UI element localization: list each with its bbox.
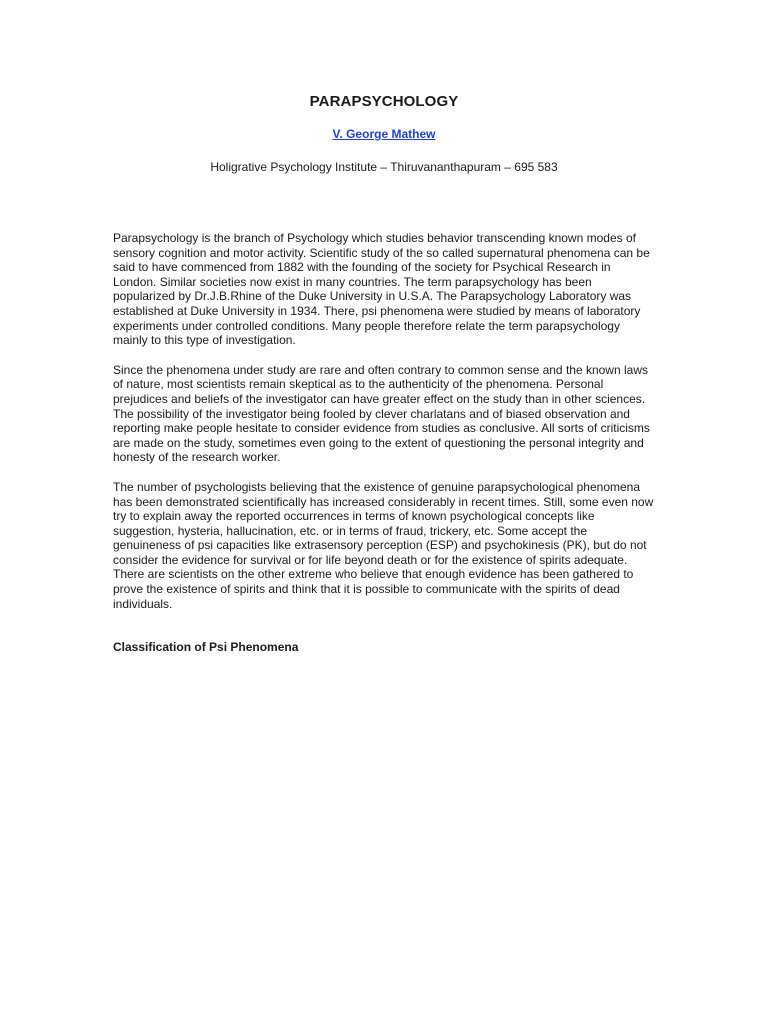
paragraph-2: Since the phenomena under study are rare and often contrary to common sense and the known laws of nature, most scientists remain skeptical as to the authenticity of the phenomena. Personal prejudices and beliefs of the investigator can have greater effect on the study than in other sciences. The possibility of the investigator being fooled by clever charlatans and of biased observation and reporting make people hesitate to consider evidence from studies as conclusive. All sorts of criticisms are made on the study, sometimes even going to the extent of questioning the personal integrity and honesty of the research worker. [113, 362, 650, 465]
paragraph-3: The number of psychologists believing that the existence of genuine parapsychological phenomena has been demonstrated scientifically has increased considerably in recent times. Still, some even now try to explain away the reported occurrences in terms of known psychological concepts like suggestion, hysteria, hallucination, etc. or in terms of fraud, trickery, etc. Some accept the genuineness of psi capacities like extrasensory perception (ESP) and psychokinesis (PK), but do not consider the evidence for survival or for life beyond death or for the existence of spirits adequate. There are scientists on the other extreme who believe that enough evidence has been gathered to prove the existence of spirits and think that it is possible to communicate with the spirits of dead individuals. [113, 479, 654, 611]
section-heading: Classification of Psi Phenomena [113, 640, 299, 654]
body-text [113, 231, 657, 626]
document-title: PARAPSYCHOLOGY [309, 93, 459, 110]
author-link[interactable]: V. George Mathew [332, 127, 436, 141]
author-line [0, 127, 768, 141]
paragraph-1: Parapsychology is the branch of Psychology which studies behavior transcending known modes of sensory cognition and motor activity. Scientific study of the so called supernatural phenomena can be said to have commenced from 1882 with the founding of the society for Psychical Research in London. Similar societies now exist in many countries. The term parapsychology has been popularized by Dr.J.B.Rhine of the Duke University in U.S.A. The Parapsychology Laboratory was established at Duke University in 1934. There, psi phenomena were studied by means of laboratory experiments under controlled conditions. Many people therefore relate the term parapsychology mainly to this type of investigation. [113, 231, 650, 348]
affiliation-line: Holigrative Psychology Institute – Thiruvananthapuram – 695 583 [210, 160, 558, 174]
